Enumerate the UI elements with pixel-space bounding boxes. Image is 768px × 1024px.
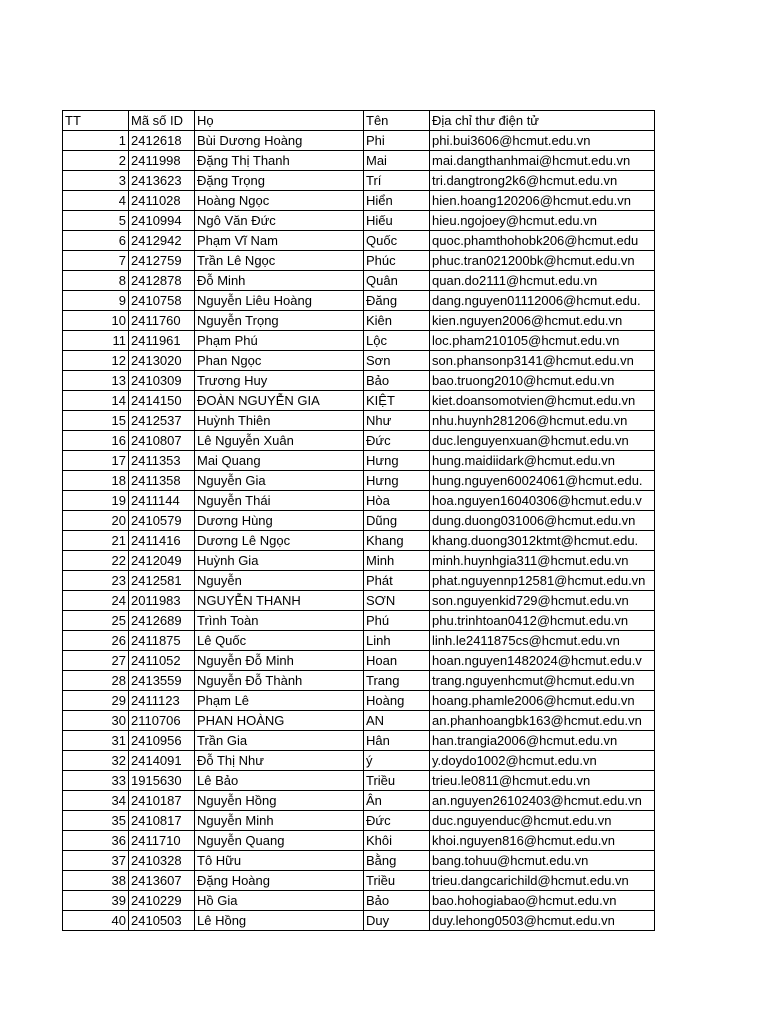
cell-id: 2414091 bbox=[129, 751, 195, 771]
header-tt: TT bbox=[63, 111, 129, 131]
cell-email: an.phanhoangbk163@hcmut.edu.vn bbox=[430, 711, 655, 731]
table-row bbox=[63, 411, 655, 431]
cell-ho: Huỳnh Thiên bbox=[195, 411, 364, 431]
cell-ho: Mai Quang bbox=[195, 451, 364, 471]
table-row bbox=[63, 551, 655, 571]
cell-email: tri.dangtrong2k6@hcmut.edu.vn bbox=[430, 171, 655, 191]
cell-email: kien.nguyen2006@hcmut.edu.vn bbox=[430, 311, 655, 331]
cell-ho: Lê Bảo bbox=[195, 771, 364, 791]
cell-tt: 8 bbox=[63, 271, 129, 291]
cell-email: hung.maidiidark@hcmut.edu.vn bbox=[430, 451, 655, 471]
table-row bbox=[63, 431, 655, 451]
cell-email: phu.trinhtoan0412@hcmut.edu.vn bbox=[430, 611, 655, 631]
cell-ho: Lê Nguyễn Xuân bbox=[195, 431, 364, 451]
cell-ho: Nguyễn bbox=[195, 571, 364, 591]
cell-ten: Mai bbox=[364, 151, 430, 171]
cell-email: hoa.nguyen16040306@hcmut.edu.v bbox=[430, 491, 655, 511]
cell-ten: Hoan bbox=[364, 651, 430, 671]
cell-ho: Phan Ngọc bbox=[195, 351, 364, 371]
cell-id: 2011983 bbox=[129, 591, 195, 611]
cell-ten: Phát bbox=[364, 571, 430, 591]
table-row bbox=[63, 851, 655, 871]
cell-ho: Ngô Văn Đức bbox=[195, 211, 364, 231]
cell-ten: Khôi bbox=[364, 831, 430, 851]
cell-email: phi.bui3606@hcmut.edu.vn bbox=[430, 131, 655, 151]
cell-ho: Nguyễn Đỗ Minh bbox=[195, 651, 364, 671]
cell-tt: 16 bbox=[63, 431, 129, 451]
cell-ten: Hoàng bbox=[364, 691, 430, 711]
table-row bbox=[63, 711, 655, 731]
cell-ho: Trình Toàn bbox=[195, 611, 364, 631]
cell-ten: Hưng bbox=[364, 451, 430, 471]
cell-ho: Đặng Trọng bbox=[195, 171, 364, 191]
table-row bbox=[63, 811, 655, 831]
cell-ten: ý bbox=[364, 751, 430, 771]
cell-id: 2413020 bbox=[129, 351, 195, 371]
cell-ho: Bùi Dương Hoàng bbox=[195, 131, 364, 151]
table-row bbox=[63, 651, 655, 671]
cell-id: 2411052 bbox=[129, 651, 195, 671]
table-row bbox=[63, 451, 655, 471]
cell-id: 2413623 bbox=[129, 171, 195, 191]
table-row bbox=[63, 311, 655, 331]
cell-tt: 23 bbox=[63, 571, 129, 591]
cell-email: han.trangia2006@hcmut.edu.vn bbox=[430, 731, 655, 751]
cell-ten: Quân bbox=[364, 271, 430, 291]
cell-ho: Nguyễn Thái bbox=[195, 491, 364, 511]
table-row bbox=[63, 211, 655, 231]
cell-ten: Đức bbox=[364, 431, 430, 451]
cell-email: duy.lehong0503@hcmut.edu.vn bbox=[430, 911, 655, 931]
cell-ho: Phạm Phú bbox=[195, 331, 364, 351]
table-row bbox=[63, 591, 655, 611]
cell-email: an.nguyen26102403@hcmut.edu.vn bbox=[430, 791, 655, 811]
table-row bbox=[63, 871, 655, 891]
cell-email: duc.nguyenduc@hcmut.edu.vn bbox=[430, 811, 655, 831]
cell-ten: Khang bbox=[364, 531, 430, 551]
cell-ho: Hồ Gia bbox=[195, 891, 364, 911]
table-row bbox=[63, 491, 655, 511]
cell-tt: 27 bbox=[63, 651, 129, 671]
cell-email: dang.nguyen01112006@hcmut.edu. bbox=[430, 291, 655, 311]
cell-email: duc.lenguyenxuan@hcmut.edu.vn bbox=[430, 431, 655, 451]
cell-tt: 1 bbox=[63, 131, 129, 151]
cell-id: 2110706 bbox=[129, 711, 195, 731]
cell-ho: Hoàng Ngọc bbox=[195, 191, 364, 211]
cell-email: phat.nguyennp12581@hcmut.edu.vn bbox=[430, 571, 655, 591]
cell-email: y.doydo1002@hcmut.edu.vn bbox=[430, 751, 655, 771]
table-row bbox=[63, 191, 655, 211]
cell-ho: Đặng Hoàng bbox=[195, 871, 364, 891]
cell-ho: Nguyễn Quang bbox=[195, 831, 364, 851]
cell-id: 2411710 bbox=[129, 831, 195, 851]
cell-tt: 34 bbox=[63, 791, 129, 811]
cell-tt: 5 bbox=[63, 211, 129, 231]
cell-tt: 20 bbox=[63, 511, 129, 531]
cell-ten: Hiếu bbox=[364, 211, 430, 231]
table-row bbox=[63, 331, 655, 351]
cell-id: 2410187 bbox=[129, 791, 195, 811]
cell-tt: 36 bbox=[63, 831, 129, 851]
cell-id: 2411760 bbox=[129, 311, 195, 331]
cell-ho: Phạm Vĩ Nam bbox=[195, 231, 364, 251]
cell-ten: Triều bbox=[364, 771, 430, 791]
cell-ten: Kiên bbox=[364, 311, 430, 331]
cell-id: 2411353 bbox=[129, 451, 195, 471]
table-row bbox=[63, 831, 655, 851]
cell-ten: Bảo bbox=[364, 891, 430, 911]
cell-tt: 22 bbox=[63, 551, 129, 571]
cell-id: 1915630 bbox=[129, 771, 195, 791]
cell-id: 2412942 bbox=[129, 231, 195, 251]
cell-tt: 9 bbox=[63, 291, 129, 311]
cell-ho: Nguyễn Trọng bbox=[195, 311, 364, 331]
table-row bbox=[63, 751, 655, 771]
table-row bbox=[63, 891, 655, 911]
cell-id: 2412618 bbox=[129, 131, 195, 151]
table-row bbox=[63, 571, 655, 591]
cell-id: 2410817 bbox=[129, 811, 195, 831]
cell-tt: 28 bbox=[63, 671, 129, 691]
cell-tt: 11 bbox=[63, 331, 129, 351]
cell-id: 2412878 bbox=[129, 271, 195, 291]
cell-tt: 6 bbox=[63, 231, 129, 251]
cell-id: 2412049 bbox=[129, 551, 195, 571]
cell-ten: Phi bbox=[364, 131, 430, 151]
cell-email: khoi.nguyen816@hcmut.edu.vn bbox=[430, 831, 655, 851]
cell-email: bao.truong2010@hcmut.edu.vn bbox=[430, 371, 655, 391]
cell-ho: Đặng Thị Thanh bbox=[195, 151, 364, 171]
header-ten: Tên bbox=[364, 111, 430, 131]
cell-id: 2411358 bbox=[129, 471, 195, 491]
cell-email: quan.do2111@hcmut.edu.vn bbox=[430, 271, 655, 291]
cell-ten: Quốc bbox=[364, 231, 430, 251]
cell-ten: Duy bbox=[364, 911, 430, 931]
student-table bbox=[62, 110, 655, 931]
table-row bbox=[63, 511, 655, 531]
table-body bbox=[63, 131, 655, 931]
cell-ten: Đăng bbox=[364, 291, 430, 311]
cell-id: 2411875 bbox=[129, 631, 195, 651]
cell-email: kiet.doansomotvien@hcmut.edu.vn bbox=[430, 391, 655, 411]
cell-id: 2410503 bbox=[129, 911, 195, 931]
cell-ho: Đỗ Minh bbox=[195, 271, 364, 291]
cell-ten: Đức bbox=[364, 811, 430, 831]
cell-email: hoan.nguyen1482024@hcmut.edu.v bbox=[430, 651, 655, 671]
table-row bbox=[63, 531, 655, 551]
cell-ho: PHAN HOÀNG bbox=[195, 711, 364, 731]
cell-tt: 38 bbox=[63, 871, 129, 891]
table-row bbox=[63, 911, 655, 931]
cell-ten: Bảo bbox=[364, 371, 430, 391]
table-row bbox=[63, 151, 655, 171]
cell-id: 2412581 bbox=[129, 571, 195, 591]
table-row bbox=[63, 691, 655, 711]
cell-id: 2410229 bbox=[129, 891, 195, 911]
cell-ten: Bằng bbox=[364, 851, 430, 871]
table-row bbox=[63, 171, 655, 191]
cell-ten: Minh bbox=[364, 551, 430, 571]
cell-email: dung.duong031006@hcmut.edu.vn bbox=[430, 511, 655, 531]
cell-ten: Trang bbox=[364, 671, 430, 691]
cell-ten: Triều bbox=[364, 871, 430, 891]
cell-tt: 12 bbox=[63, 351, 129, 371]
cell-ho: Nguyễn Hồng bbox=[195, 791, 364, 811]
cell-ho: Trần Gia bbox=[195, 731, 364, 751]
cell-ho: Phạm Lê bbox=[195, 691, 364, 711]
cell-id: 2413559 bbox=[129, 671, 195, 691]
cell-email: hien.hoang120206@hcmut.edu.vn bbox=[430, 191, 655, 211]
cell-id: 2412759 bbox=[129, 251, 195, 271]
cell-ho: NGUYỄN THANH bbox=[195, 591, 364, 611]
cell-email: trang.nguyenhcmut@hcmut.edu.vn bbox=[430, 671, 655, 691]
cell-id: 2412537 bbox=[129, 411, 195, 431]
cell-email: linh.le2411875cs@hcmut.edu.vn bbox=[430, 631, 655, 651]
cell-id: 2410994 bbox=[129, 211, 195, 231]
cell-id: 2410758 bbox=[129, 291, 195, 311]
cell-ten: Lộc bbox=[364, 331, 430, 351]
cell-tt: 7 bbox=[63, 251, 129, 271]
table-row bbox=[63, 471, 655, 491]
table-row bbox=[63, 271, 655, 291]
cell-email: hoang.phamle2006@hcmut.edu.vn bbox=[430, 691, 655, 711]
cell-email: son.phansonp3141@hcmut.edu.vn bbox=[430, 351, 655, 371]
cell-email: son.nguyenkid729@hcmut.edu.vn bbox=[430, 591, 655, 611]
cell-ho: Trương Huy bbox=[195, 371, 364, 391]
cell-tt: 2 bbox=[63, 151, 129, 171]
cell-ho: Huỳnh Gia bbox=[195, 551, 364, 571]
cell-ten: Phúc bbox=[364, 251, 430, 271]
cell-tt: 13 bbox=[63, 371, 129, 391]
table-row bbox=[63, 731, 655, 751]
cell-email: hung.nguyen60024061@hcmut.edu. bbox=[430, 471, 655, 491]
cell-ho: Nguyễn Gia bbox=[195, 471, 364, 491]
cell-tt: 35 bbox=[63, 811, 129, 831]
cell-tt: 14 bbox=[63, 391, 129, 411]
cell-id: 2410328 bbox=[129, 851, 195, 871]
cell-ten: Phú bbox=[364, 611, 430, 631]
table-row bbox=[63, 671, 655, 691]
table-row bbox=[63, 291, 655, 311]
cell-email: phuc.tran021200bk@hcmut.edu.vn bbox=[430, 251, 655, 271]
cell-ho: Nguyễn Đỗ Thành bbox=[195, 671, 364, 691]
cell-tt: 37 bbox=[63, 851, 129, 871]
cell-ho: ĐOÀN NGUYỄN GIA bbox=[195, 391, 364, 411]
cell-ten: Hân bbox=[364, 731, 430, 751]
cell-ten: Như bbox=[364, 411, 430, 431]
cell-tt: 32 bbox=[63, 751, 129, 771]
cell-ten: AN bbox=[364, 711, 430, 731]
table-row bbox=[63, 351, 655, 371]
cell-ho: Lê Hồng bbox=[195, 911, 364, 931]
cell-email: trieu.dangcarichild@hcmut.edu.vn bbox=[430, 871, 655, 891]
cell-id: 2414150 bbox=[129, 391, 195, 411]
cell-email: hieu.ngojoey@hcmut.edu.vn bbox=[430, 211, 655, 231]
cell-ten: Hưng bbox=[364, 471, 430, 491]
cell-email: trieu.le0811@hcmut.edu.vn bbox=[430, 771, 655, 791]
cell-tt: 40 bbox=[63, 911, 129, 931]
cell-tt: 19 bbox=[63, 491, 129, 511]
cell-ten: Hòa bbox=[364, 491, 430, 511]
cell-id: 2410309 bbox=[129, 371, 195, 391]
cell-email: loc.pham210105@hcmut.edu.vn bbox=[430, 331, 655, 351]
header-email: Địa chỉ thư điện tử bbox=[430, 111, 655, 131]
cell-ten: Dũng bbox=[364, 511, 430, 531]
cell-ten: Ân bbox=[364, 791, 430, 811]
cell-id: 2410807 bbox=[129, 431, 195, 451]
cell-ten: Sơn bbox=[364, 351, 430, 371]
cell-ten: Linh bbox=[364, 631, 430, 651]
cell-id: 2410956 bbox=[129, 731, 195, 751]
cell-tt: 3 bbox=[63, 171, 129, 191]
cell-tt: 4 bbox=[63, 191, 129, 211]
cell-tt: 17 bbox=[63, 451, 129, 471]
table-row bbox=[63, 791, 655, 811]
cell-ho: Dương Hùng bbox=[195, 511, 364, 531]
table-row bbox=[63, 371, 655, 391]
cell-ho: Nguyễn Liêu Hoàng bbox=[195, 291, 364, 311]
cell-email: khang.duong3012ktmt@hcmut.edu. bbox=[430, 531, 655, 551]
table-row bbox=[63, 391, 655, 411]
cell-tt: 26 bbox=[63, 631, 129, 651]
cell-email: nhu.huynh281206@hcmut.edu.vn bbox=[430, 411, 655, 431]
cell-id: 2412689 bbox=[129, 611, 195, 631]
cell-ho: Lê Quốc bbox=[195, 631, 364, 651]
cell-tt: 29 bbox=[63, 691, 129, 711]
table-row bbox=[63, 611, 655, 631]
cell-ho: Đỗ Thị Như bbox=[195, 751, 364, 771]
cell-email: bao.hohogiabao@hcmut.edu.vn bbox=[430, 891, 655, 911]
cell-id: 2411416 bbox=[129, 531, 195, 551]
cell-ten: KIỆT bbox=[364, 391, 430, 411]
cell-id: 2411123 bbox=[129, 691, 195, 711]
cell-tt: 24 bbox=[63, 591, 129, 611]
table-row bbox=[63, 251, 655, 271]
table-row bbox=[63, 631, 655, 651]
cell-tt: 30 bbox=[63, 711, 129, 731]
table-row bbox=[63, 231, 655, 251]
cell-tt: 10 bbox=[63, 311, 129, 331]
cell-id: 2411028 bbox=[129, 191, 195, 211]
cell-id: 2411998 bbox=[129, 151, 195, 171]
cell-tt: 33 bbox=[63, 771, 129, 791]
cell-tt: 25 bbox=[63, 611, 129, 631]
cell-ho: Nguyễn Minh bbox=[195, 811, 364, 831]
cell-email: minh.huynhgia311@hcmut.edu.vn bbox=[430, 551, 655, 571]
cell-id: 2410579 bbox=[129, 511, 195, 531]
cell-email: mai.dangthanhmai@hcmut.edu.vn bbox=[430, 151, 655, 171]
cell-id: 2411144 bbox=[129, 491, 195, 511]
cell-email: bang.tohuu@hcmut.edu.vn bbox=[430, 851, 655, 871]
cell-tt: 15 bbox=[63, 411, 129, 431]
cell-tt: 18 bbox=[63, 471, 129, 491]
header-row bbox=[63, 111, 655, 131]
cell-tt: 21 bbox=[63, 531, 129, 551]
cell-ten: SƠN bbox=[364, 591, 430, 611]
header-ho: Họ bbox=[195, 111, 364, 131]
header-id: Mã số ID bbox=[129, 111, 195, 131]
cell-ten: Hiển bbox=[364, 191, 430, 211]
cell-email: quoc.phamthohobk206@hcmut.edu bbox=[430, 231, 655, 251]
cell-ho: Tô Hữu bbox=[195, 851, 364, 871]
table-row bbox=[63, 771, 655, 791]
cell-ho: Trần Lê Ngọc bbox=[195, 251, 364, 271]
cell-id: 2411961 bbox=[129, 331, 195, 351]
table-row bbox=[63, 131, 655, 151]
cell-id: 2413607 bbox=[129, 871, 195, 891]
cell-ten: Trí bbox=[364, 171, 430, 191]
cell-ho: Dương Lê Ngọc bbox=[195, 531, 364, 551]
cell-tt: 31 bbox=[63, 731, 129, 751]
cell-tt: 39 bbox=[63, 891, 129, 911]
